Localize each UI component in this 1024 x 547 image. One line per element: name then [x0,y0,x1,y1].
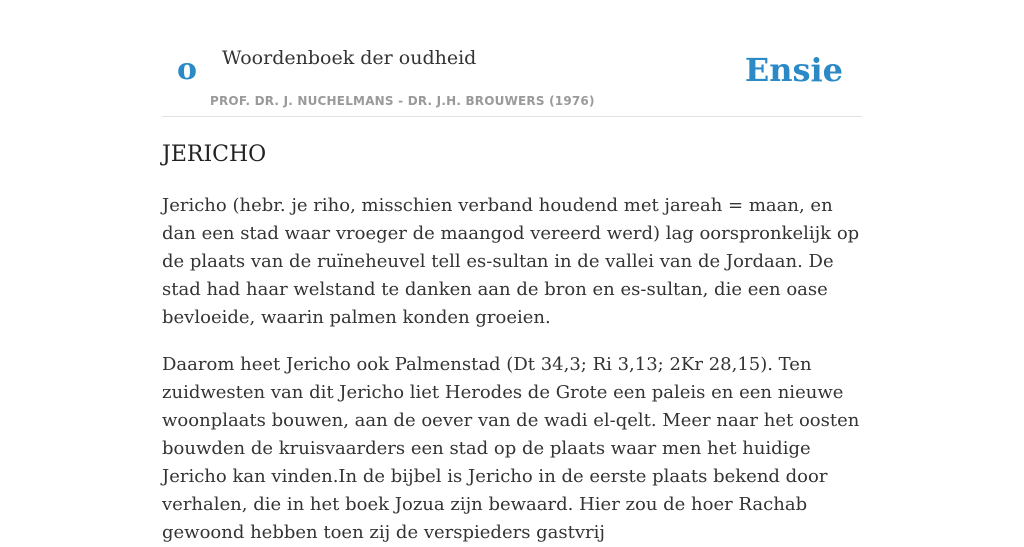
entry-title: JERICHO [162,142,267,167]
entry-paragraph: Jericho (hebr. je riho, misschien verband houdend met jareah = maan, en dan een stad waar vroeger de maangod vereerd werd) lag oorspronkelijk op de plaats van de ruïneheuvel tell es-sultan in de vallei van de Jordaan. De stad had haar welstand te danken aan de bron en es-sultan, die een oase bevloeide, waarin palmen konden groeien. [162,195,860,328]
book-title-link[interactable]: Woordenboek der oudheid [222,47,477,69]
ensie-brand-logo[interactable]: Ensie [744,51,843,89]
book-logo[interactable]: o [177,52,198,87]
book-authors: PROF. DR. J. NUCHELMANS - DR. J.H. BROUWERS (1976) [210,94,595,108]
entry-paragraph: Daarom heet Jericho ook Palmenstad (Dt 34,3; Ri 3,13; 2Kr 28,15). Ten zuidwesten van dit Jericho liet Herodes de Grote een paleis en een nieuwe woonplaats bouwen, aan de oever van de wadi el-qelt. Meer naar het oosten bouwden de kruisvaarders een stad op de plaats waar men het huidige Jericho kan vinden.In de bijbel is Jericho in de eerste plaats bekend door verhalen, die in het boek Jozua zijn bewaard. Hier zou de hoer Rachab gewoond hebben toen zij de verspieders gastvrij [162,354,860,543]
entry-content [162,136,866,547]
book-header [162,0,862,117]
